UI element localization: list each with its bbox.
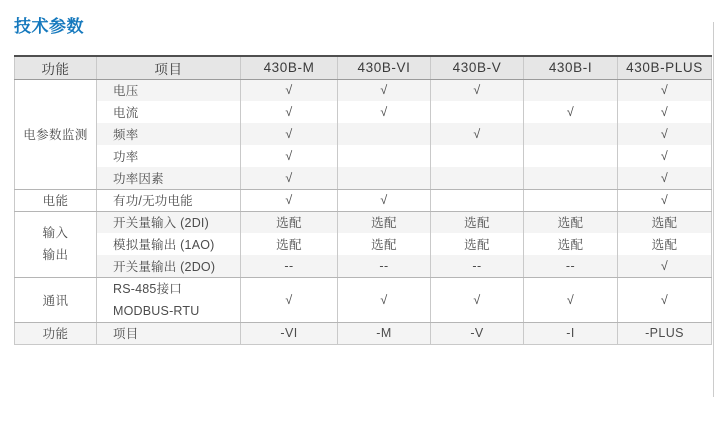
value-cell: √ bbox=[660, 149, 669, 163]
item-cell: 频率 bbox=[97, 123, 241, 145]
value-cell bbox=[338, 145, 431, 167]
value-cell: √ bbox=[618, 189, 712, 211]
item-cell: 开关量输入 (2DI) bbox=[97, 211, 241, 233]
value-cell: √ bbox=[618, 167, 712, 189]
value-cell: 选配 bbox=[431, 233, 524, 255]
value-cell: -- bbox=[241, 255, 338, 277]
col-header-function: 功能 bbox=[15, 56, 97, 79]
value-cell: √ bbox=[524, 101, 618, 123]
item-cell: 开关量输出 (2DO) bbox=[97, 255, 241, 277]
value-cell: √ bbox=[338, 277, 431, 322]
col-header-430b-i: 430B-I bbox=[524, 56, 618, 79]
value-cell: √ bbox=[431, 79, 524, 101]
col-header-430b-v: 430B-V bbox=[431, 56, 524, 79]
item-cell: 电流 bbox=[97, 101, 241, 123]
value-cell: 选配 bbox=[651, 238, 678, 252]
table-row bbox=[15, 189, 712, 211]
page-edge-line bbox=[713, 22, 714, 397]
specs-table-container bbox=[14, 55, 711, 345]
col-header-430b-plus: 430B-PLUS bbox=[618, 56, 712, 79]
function-group-line: 输入 bbox=[42, 226, 69, 240]
specs-table bbox=[14, 55, 712, 345]
value-cell: 选配 bbox=[431, 211, 524, 233]
item-cell: 功率 bbox=[97, 145, 241, 167]
table-row bbox=[15, 123, 712, 145]
function-group-cell: 电参数监测 bbox=[15, 79, 97, 189]
value-cell bbox=[524, 189, 618, 211]
value-cell: 选配 bbox=[618, 211, 712, 233]
col-header-item: 项目 bbox=[97, 56, 241, 79]
value-cell bbox=[431, 167, 524, 189]
col-header-430b-m: 430B-M bbox=[241, 56, 338, 79]
value-cell: -PLUS bbox=[618, 322, 712, 344]
value-cell: √ bbox=[241, 167, 338, 189]
function-group-cell bbox=[15, 211, 97, 277]
value-cell: -- bbox=[524, 255, 618, 277]
table-row bbox=[15, 101, 712, 123]
value-cell: √ bbox=[618, 255, 712, 277]
value-cell: √ bbox=[618, 123, 712, 145]
function-group-cell: 功能 bbox=[15, 322, 97, 344]
table-row bbox=[15, 79, 712, 101]
value-cell: √ bbox=[338, 101, 431, 123]
value-cell: -V bbox=[431, 322, 524, 344]
value-cell: 选配 bbox=[241, 211, 338, 233]
table-row bbox=[15, 211, 712, 233]
value-cell: √ bbox=[241, 101, 338, 123]
value-cell bbox=[524, 123, 618, 145]
table-row bbox=[15, 167, 712, 189]
col-header-430b-vi: 430B-VI bbox=[338, 56, 431, 79]
value-cell: √ bbox=[524, 277, 618, 322]
value-cell: √ bbox=[241, 145, 338, 167]
function-group-line: 输出 bbox=[42, 248, 69, 262]
item-line: MODBUS-RTU bbox=[113, 303, 200, 318]
item-cell: 电压 bbox=[97, 79, 241, 101]
value-cell: -VI bbox=[241, 322, 338, 344]
item-cell bbox=[97, 277, 241, 322]
value-cell bbox=[524, 167, 618, 189]
table-row bbox=[15, 277, 712, 322]
item-cell: 模拟量输出 (1AO) bbox=[97, 233, 241, 255]
value-cell: 选配 bbox=[524, 233, 618, 255]
value-cell: 选配 bbox=[241, 233, 338, 255]
table-row bbox=[15, 233, 712, 255]
value-cell: √ bbox=[618, 277, 712, 322]
function-group-cell: 通讯 bbox=[15, 277, 97, 322]
function-group-cell: 电能 bbox=[15, 189, 97, 211]
value-cell: √ bbox=[241, 189, 338, 211]
value-cell bbox=[338, 123, 431, 145]
table-row bbox=[15, 322, 712, 344]
value-cell: 选配 bbox=[338, 233, 431, 255]
value-cell: -- bbox=[338, 255, 431, 277]
value-cell: √ bbox=[618, 79, 712, 101]
value-cell bbox=[431, 145, 524, 167]
value-cell bbox=[431, 189, 524, 211]
value-cell: -M bbox=[338, 322, 431, 344]
value-cell: √ bbox=[338, 189, 431, 211]
value-cell: √ bbox=[241, 277, 338, 322]
value-cell: 选配 bbox=[338, 211, 431, 233]
value-cell: √ bbox=[660, 105, 669, 119]
value-cell: √ bbox=[241, 123, 338, 145]
item-line: RS-485接口 bbox=[113, 281, 182, 296]
page-title: 技术参数 bbox=[14, 17, 84, 36]
value-cell bbox=[524, 79, 618, 101]
value-cell: √ bbox=[431, 277, 524, 322]
item-cell: 有功/无功电能 bbox=[97, 189, 241, 211]
item-cell: 功率因素 bbox=[97, 167, 241, 189]
value-cell bbox=[524, 145, 618, 167]
value-cell: 选配 bbox=[524, 211, 618, 233]
value-cell: -- bbox=[431, 255, 524, 277]
header-row bbox=[15, 56, 712, 79]
value-cell: √ bbox=[338, 79, 431, 101]
value-cell bbox=[431, 101, 524, 123]
item-cell: 项目 bbox=[97, 322, 241, 344]
table-row bbox=[15, 255, 712, 277]
value-cell: -I bbox=[524, 322, 618, 344]
table-row bbox=[15, 145, 712, 167]
value-cell: √ bbox=[431, 123, 524, 145]
value-cell: √ bbox=[241, 79, 338, 101]
value-cell bbox=[338, 167, 431, 189]
